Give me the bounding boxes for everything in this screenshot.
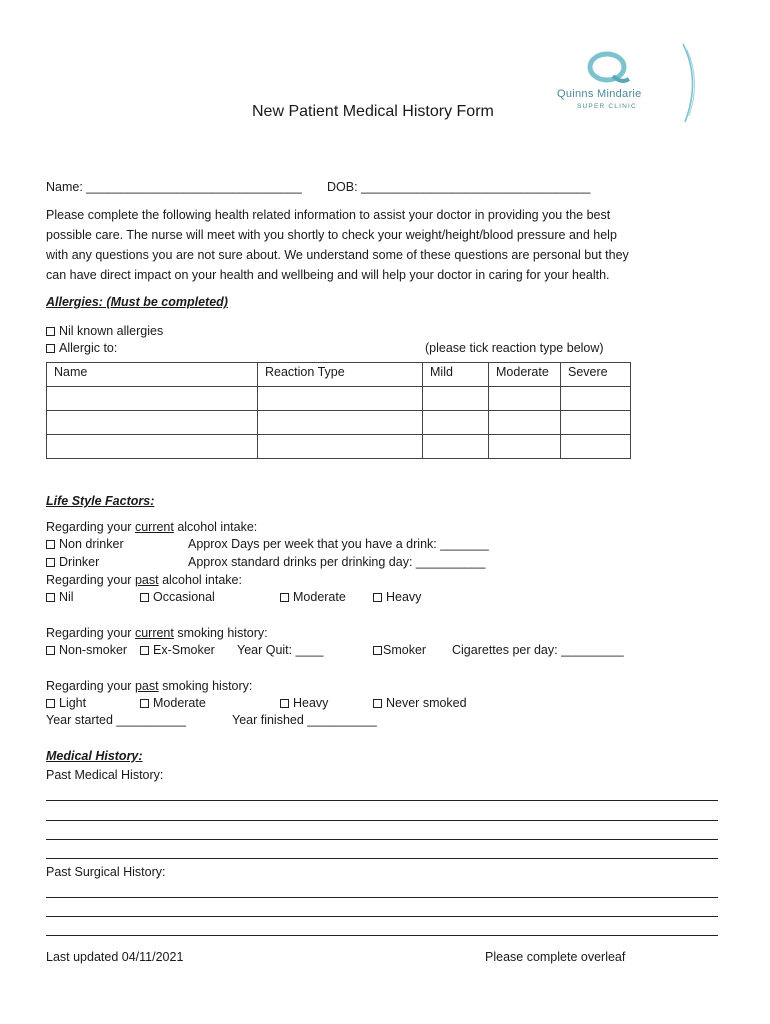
label-emphasis: current (134, 520, 174, 534)
past-heavy-option[interactable] (280, 696, 328, 710)
checkbox-icon[interactable] (373, 593, 382, 602)
option-label: Nil known allergies (59, 324, 164, 338)
checkbox-icon[interactable] (373, 646, 382, 655)
table-cell[interactable] (258, 411, 423, 435)
checkbox-icon[interactable] (140, 593, 149, 602)
moderate-option[interactable] (280, 590, 346, 604)
year-finished-field[interactable]: Year finished __________ (232, 713, 377, 727)
complete-overleaf-text: Please complete overleaf (485, 950, 626, 964)
light-option[interactable] (46, 696, 86, 710)
column-header: Name (47, 363, 258, 387)
table-cell[interactable] (423, 387, 489, 411)
option-label: Never smoked (386, 696, 467, 710)
heavy-option[interactable] (373, 590, 421, 604)
table-cell[interactable] (489, 387, 561, 411)
checkbox-icon[interactable] (140, 646, 149, 655)
checkbox-icon[interactable] (46, 344, 55, 353)
table-cell[interactable] (47, 387, 258, 411)
nil-option[interactable] (46, 590, 74, 604)
intro-line: Please complete the following health related information to assist your doctor in providing you the best (46, 208, 611, 222)
table-row (47, 435, 631, 459)
checkbox-icon[interactable] (46, 540, 55, 549)
past-medical-line[interactable] (46, 820, 718, 821)
label-text: alcohol intake: (158, 573, 242, 587)
past-surgical-line[interactable] (46, 935, 718, 936)
table-header-row (47, 363, 631, 387)
alcohol-past-label (46, 573, 242, 587)
label-text: Regarding your (46, 626, 135, 640)
table-cell[interactable] (489, 411, 561, 435)
table-cell[interactable] (258, 387, 423, 411)
table-cell[interactable] (47, 435, 258, 459)
occasional-option[interactable] (140, 590, 215, 604)
option-label: Ex-Smoker (153, 643, 215, 657)
reaction-note: (please tick reaction type below) (425, 341, 604, 355)
option-label: Light (59, 696, 87, 710)
option-label: Drinker (59, 555, 100, 569)
column-header: Severe (561, 363, 631, 387)
label-emphasis: past (134, 679, 159, 693)
medical-history-heading: Medical History: (46, 749, 143, 763)
label-text: smoking history: (173, 626, 268, 640)
checkbox-icon[interactable] (140, 699, 149, 708)
past-moderate-option[interactable] (140, 696, 206, 710)
table-row (47, 411, 631, 435)
option-label: Allergic to: (59, 341, 118, 355)
label-text: Regarding your (46, 520, 135, 534)
option-label: Occasional (153, 590, 215, 604)
allergy-table (46, 362, 631, 459)
checkbox-icon[interactable] (46, 646, 55, 655)
label-emphasis: current (134, 626, 174, 640)
last-updated-text: Last updated 04/11/2021 (46, 950, 184, 964)
table-cell[interactable] (561, 435, 631, 459)
never-smoked-option[interactable] (373, 696, 467, 710)
allergies-heading: Allergies: (Must be completed) (46, 295, 228, 309)
clinic-logo (555, 40, 705, 125)
table-cell[interactable] (47, 411, 258, 435)
table-cell[interactable] (423, 435, 489, 459)
label-emphasis: past (134, 573, 159, 587)
table-row (47, 387, 631, 411)
checkbox-icon[interactable] (373, 699, 382, 708)
year-quit-field[interactable]: Year Quit: ____ (237, 643, 324, 657)
page-title: New Patient Medical History Form (252, 103, 494, 120)
allergic-to-option[interactable] (46, 341, 117, 355)
approx-standard-drinks-field[interactable]: Approx standard drinks per drinking day: __________ (188, 555, 486, 569)
table-cell[interactable] (561, 387, 631, 411)
nil-known-allergies-option[interactable] (46, 324, 163, 338)
past-surgical-line[interactable] (46, 916, 718, 917)
option-label: Smoker (383, 643, 427, 657)
drinker-option[interactable] (46, 555, 99, 569)
option-label: Moderate (293, 590, 346, 604)
checkbox-icon[interactable] (280, 699, 289, 708)
past-surgical-history-label: Past Surgical History: (46, 865, 166, 879)
option-label: Nil (59, 590, 74, 604)
table-cell[interactable] (423, 411, 489, 435)
option-label: Moderate (153, 696, 206, 710)
table-cell[interactable] (561, 411, 631, 435)
option-label: Heavy (386, 590, 422, 604)
label-text: Regarding your (46, 573, 135, 587)
column-header: Reaction Type (258, 363, 423, 387)
past-medical-line[interactable] (46, 800, 718, 801)
non-smoker-option[interactable] (46, 643, 127, 657)
non-drinker-option[interactable] (46, 537, 124, 551)
checkbox-icon[interactable] (280, 593, 289, 602)
checkbox-icon[interactable] (46, 593, 55, 602)
label-text: alcohol intake: (173, 520, 258, 534)
dob-field[interactable]: DOB: _________________________________ (327, 180, 591, 194)
alcohol-current-label (46, 520, 257, 534)
approx-days-field[interactable]: Approx Days per week that you have a drink: _______ (188, 537, 489, 551)
column-header: Mild (423, 363, 489, 387)
checkbox-icon[interactable] (46, 327, 55, 336)
past-medical-line[interactable] (46, 858, 718, 859)
smoking-current-label (46, 626, 268, 640)
option-label: Non-smoker (59, 643, 128, 657)
checkbox-icon[interactable] (46, 699, 55, 708)
ex-smoker-option[interactable] (140, 643, 215, 657)
year-started-field[interactable]: Year started __________ (46, 713, 186, 727)
option-label: Non drinker (59, 537, 124, 551)
name-field[interactable]: Name: _______________________________ (46, 180, 302, 194)
intro-line: can have direct impact on your health and wellbeing and will help your doctor in caring for your health. (46, 268, 610, 282)
column-header: Moderate (489, 363, 561, 387)
table-cell[interactable] (258, 435, 423, 459)
intro-line: with any questions you are not sure about. We understand some of these questions are personal but they (46, 248, 629, 262)
past-medical-history-label: Past Medical History: (46, 768, 164, 782)
smoker-option[interactable] (373, 643, 426, 657)
logo-subtitle: SUPER CLINIC (577, 103, 637, 110)
option-label: Heavy (293, 696, 329, 710)
table-cell[interactable] (489, 435, 561, 459)
lifestyle-heading: Life Style Factors: (46, 494, 155, 508)
label-text: Regarding your (46, 679, 135, 693)
checkbox-icon[interactable] (46, 558, 55, 567)
intro-line: possible care. The nurse will meet with you shortly to check your weight/height/blood pressure and help (46, 228, 617, 242)
smoking-past-label (46, 679, 252, 693)
logo-q-icon (555, 40, 705, 125)
past-medical-line[interactable] (46, 839, 718, 840)
past-surgical-line[interactable] (46, 897, 718, 898)
logo-name: Quinns Mindarie (557, 88, 642, 100)
label-text: smoking history: (158, 679, 253, 693)
cigarettes-per-day-field[interactable]: Cigarettes per day: _________ (452, 643, 624, 657)
